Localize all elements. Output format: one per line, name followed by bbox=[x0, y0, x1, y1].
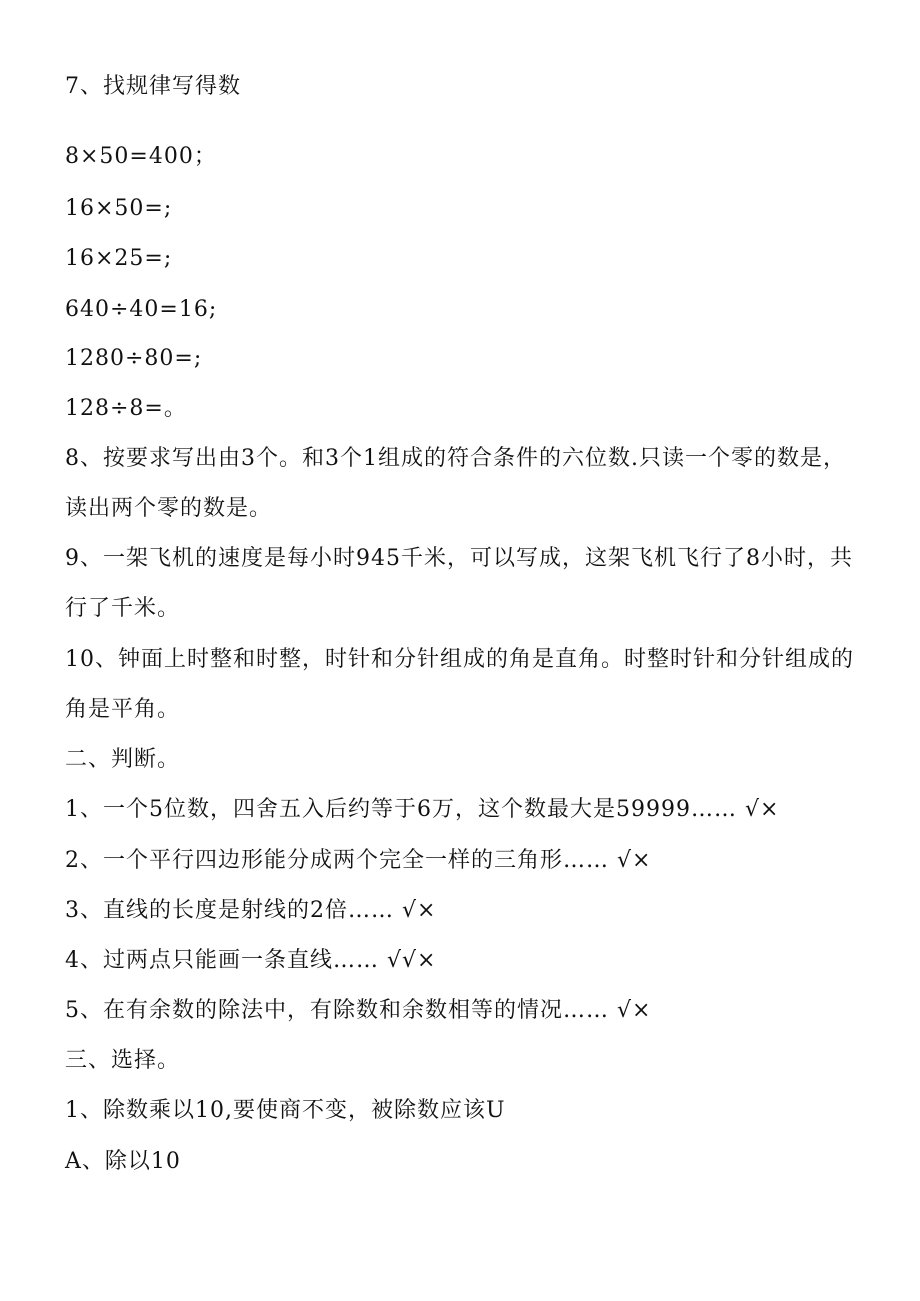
judgement-item-3: 3、直线的长度是射线的2倍…… √× bbox=[65, 898, 437, 923]
question-8-line-1: 8、按要求写出由3个。和3个1组成的符合条件的六位数.只读一个零的数是， bbox=[65, 446, 846, 471]
equation-line: 16×25=; bbox=[65, 246, 173, 271]
equation-line: 8×50=400； bbox=[65, 144, 217, 169]
equation-line: 1280÷80=; bbox=[65, 346, 203, 371]
judgement-item-5: 5、在有余数的除法中，有除数和余数相等的情况…… √× bbox=[65, 998, 652, 1023]
section-judgement-heading: 二、判断。 bbox=[65, 747, 181, 772]
equation-line: 128÷8=。 bbox=[65, 396, 187, 421]
equation-line: 16×50=; bbox=[65, 196, 173, 221]
judgement-item-4: 4、过两点只能画一条直线…… √√× bbox=[65, 948, 437, 973]
question-8-line-2: 读出两个零的数是。 bbox=[65, 496, 273, 521]
question-9-line-1: 9、一架飞机的速度是每小时945千米，可以写成，这架飞机飞行了8小时，共 bbox=[65, 546, 853, 571]
choice-option-a: A、除以10 bbox=[65, 1149, 181, 1174]
question-7-heading: 7、找规律写得数 bbox=[65, 74, 241, 99]
question-10-line-2: 角是平角。 bbox=[65, 697, 181, 722]
equation-line: 640÷40=16; bbox=[65, 297, 218, 322]
question-9-line-2: 行了千米。 bbox=[65, 596, 181, 621]
judgement-item-1: 1、一个5位数，四舍五入后约等于6万，这个数最大是59999…… √× bbox=[65, 797, 780, 822]
choice-question-1: 1、除数乘以10,要使商不变，被除数应该U bbox=[65, 1098, 506, 1123]
judgement-item-2: 2、一个平行四边形能分成两个完全一样的三角形…… √× bbox=[65, 848, 652, 873]
question-10-line-1: 10、钟面上时整和时整，时针和分针组成的角是直角。时整时针和分针组成的 bbox=[65, 647, 854, 672]
section-choice-heading: 三、选择。 bbox=[65, 1048, 181, 1073]
